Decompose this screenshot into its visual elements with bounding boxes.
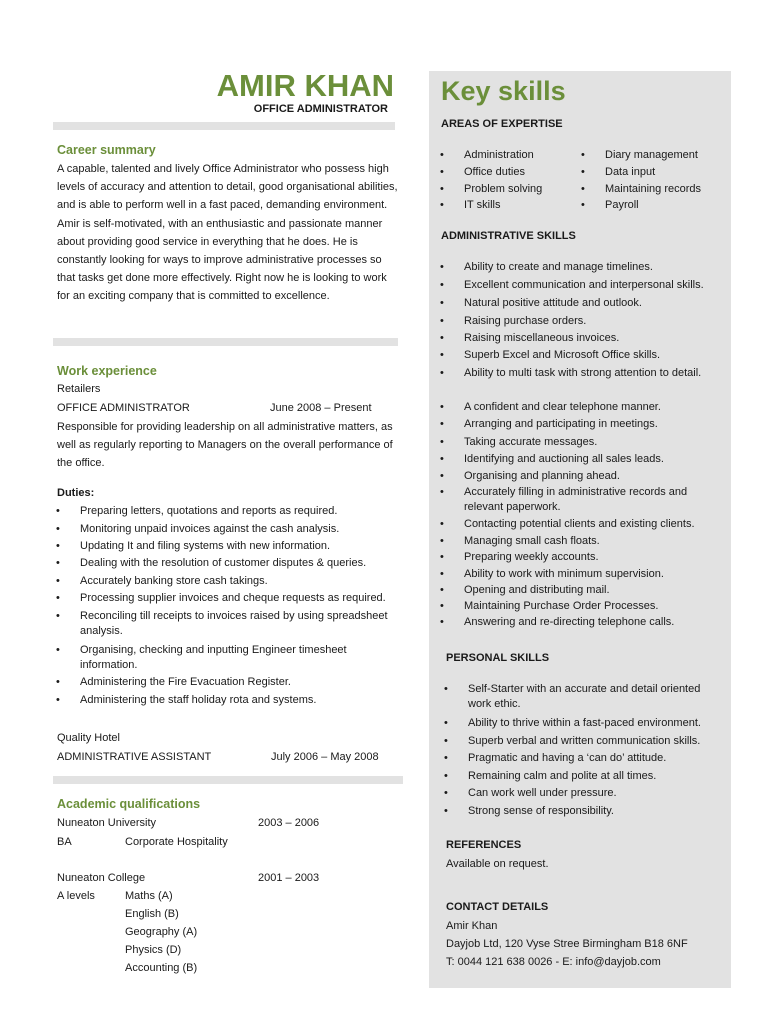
- institution-name: Nuneaton College: [57, 872, 146, 884]
- personal-skill-item: • Ability to thrive within a fast-paced environment.: [468, 716, 726, 731]
- duty-item: • Administering the staff holiday rota and systems.: [80, 693, 400, 708]
- divider: [53, 122, 395, 130]
- duty-item: • Reconciling till receipts to invoices raised by using spreadsheet analysis.: [80, 609, 400, 639]
- expertise-item: • Administration: [464, 148, 534, 163]
- divider: [53, 776, 403, 784]
- expertise-item: • Data input: [605, 165, 655, 180]
- contact-heading: CONTACT DETAILS: [446, 901, 549, 913]
- career-summary-text: A capable, talented and lively Office Administrator who possess high levels of accuracy and attention to detail, good organisational abilities, and is able to perform well in a fast paced, demanding environment. Amir is self-motivated, with an enthusiastic and passionate manner about providing good service in everything that he does. He is constantly looking for ways to improve administrative processes so that tasks get done more effectively. Right now he is looking to work for an exciting company that is committed to excellence.: [57, 163, 398, 303]
- personal-skill-item: • Strong sense of responsibility.: [468, 804, 726, 819]
- job-dates: July 2006 – May 2008: [271, 751, 379, 763]
- candidate-title: OFFICE ADMINISTRATOR: [253, 103, 388, 115]
- subject-grade: Geography (A): [125, 926, 198, 938]
- admin-skill-item: • Raising purchase orders.: [464, 314, 726, 329]
- study-dates: 2001 – 2003: [258, 872, 320, 884]
- work-experience-heading: Work experience: [57, 364, 157, 378]
- personal-skill-item: • Can work well under pressure.: [468, 786, 726, 801]
- subject-grade: Physics (D): [125, 944, 182, 956]
- references-heading: REFERENCES: [446, 839, 522, 851]
- contact-address: Dayjob Ltd, 120 Vyse Stree Birmingham B18 6NF: [446, 938, 688, 950]
- contact-phone-email: T: 0044 121 638 0026 - E: info@dayjob.com: [446, 956, 661, 968]
- personal-skills-heading: PERSONAL SKILLS: [446, 652, 550, 664]
- expertise-item: • Office duties: [464, 165, 525, 180]
- personal-skill-item: • Superb verbal and written communication skills.: [468, 734, 726, 749]
- subject-grade: English (B): [125, 908, 179, 920]
- duties-label: Duties:: [57, 487, 95, 499]
- admin-skill-item: • Opening and distributing mail.: [464, 583, 726, 598]
- admin-skill-item: • Organising and planning ahead.: [464, 469, 726, 484]
- admin-skill-item: • Ability to work with minimum supervision.: [464, 567, 726, 582]
- subject-grade: Maths (A): [125, 890, 173, 902]
- admin-skill-item: • Natural positive attitude and outlook.: [464, 296, 726, 311]
- institution-name: Nuneaton University: [57, 817, 157, 829]
- expertise-item: • Problem solving: [464, 182, 542, 197]
- admin-skill-item: • Preparing weekly accounts.: [464, 550, 726, 565]
- employer-name: Retailers: [57, 383, 101, 395]
- admin-skill-item: • Raising miscellaneous invoices.: [464, 331, 726, 346]
- admin-skill-item: • A confident and clear telephone manner.: [464, 400, 726, 415]
- key-skills-heading: Key skills: [441, 76, 566, 106]
- subject-grade: Accounting (B): [125, 962, 198, 974]
- expertise-item: • Payroll: [605, 198, 639, 213]
- career-summary-heading: Career summary: [57, 143, 156, 157]
- admin-skill-item: • Managing small cash floats.: [464, 534, 726, 549]
- personal-skill-item: • Remaining calm and polite at all times.: [468, 769, 726, 784]
- references-text: Available on request.: [446, 858, 549, 870]
- expertise-item: • Diary management: [605, 148, 698, 163]
- duty-item: • Processing supplier invoices and cheque requests as required.: [80, 591, 400, 606]
- duty-item: • Administering the Fire Evacuation Register.: [80, 675, 400, 690]
- expertise-heading: AREAS OF EXPERTISE: [441, 118, 563, 130]
- personal-skill-item: • Self-Starter with an accurate and detail oriented work ethic.: [468, 682, 726, 712]
- expertise-item: • IT skills: [464, 198, 500, 213]
- admin-skill-item: • Excellent communication and interpersonal skills.: [464, 278, 726, 293]
- admin-skill-item: • Superb Excel and Microsoft Office skills.: [464, 348, 726, 363]
- study-dates: 2003 – 2006: [258, 817, 320, 829]
- admin-skill-item: • Taking accurate messages.: [464, 435, 726, 450]
- admin-skill-item: • Ability to multi task with strong attention to detail.: [464, 366, 726, 381]
- degree: BA: [57, 836, 72, 848]
- expertise-item: • Maintaining records: [605, 182, 701, 197]
- admin-skill-item: • Maintaining Purchase Order Processes.: [464, 599, 726, 614]
- job-dates: June 2008 – Present: [270, 402, 372, 414]
- candidate-name: AMIR KHAN: [216, 68, 394, 103]
- duty-item: • Accurately banking store cash takings.: [80, 574, 400, 589]
- admin-skills-heading: ADMINISTRATIVE SKILLS: [441, 230, 576, 242]
- personal-skill-item: • Pragmatic and having a ‘can do’ attitude.: [468, 751, 726, 766]
- duty-item: • Dealing with the resolution of customer disputes & queries.: [80, 556, 400, 571]
- duty-item: • Updating It and filing systems with new information.: [80, 539, 400, 554]
- admin-skill-item: • Contacting potential clients and existing clients.: [464, 517, 726, 532]
- degree-subject: Corporate Hospitality: [125, 836, 228, 848]
- employer-name: Quality Hotel: [57, 732, 120, 744]
- admin-skill-item: • Answering and re-directing telephone calls.: [464, 615, 726, 630]
- admin-skill-item: • Ability to create and manage timelines.: [464, 260, 726, 275]
- admin-skill-item: • Accurately filling in administrative records and relevant paperwork.: [464, 485, 726, 515]
- academic-heading: Academic qualifications: [57, 797, 201, 811]
- duty-item: • Preparing letters, quotations and reports as required.: [80, 504, 400, 519]
- admin-skill-item: • Identifying and auctioning all sales leads.: [464, 452, 726, 467]
- contact-name: Amir Khan: [446, 920, 498, 932]
- duty-item: • Organising, checking and inputting Engineer timesheet information.: [80, 643, 400, 673]
- job-title: OFFICE ADMINISTRATOR: [57, 402, 190, 414]
- job-title: ADMINISTRATIVE ASSISTANT: [57, 751, 212, 763]
- divider: [53, 338, 398, 346]
- duty-item: • Monitoring unpaid invoices against the cash analysis.: [80, 522, 400, 537]
- job-description: Responsible for providing leadership on all administrative matters, as well as regularly reporting to Managers on the overall performance of the office.: [57, 421, 393, 470]
- degree: A levels: [57, 890, 95, 902]
- admin-skill-item: • Arranging and participating in meetings.: [464, 417, 726, 432]
